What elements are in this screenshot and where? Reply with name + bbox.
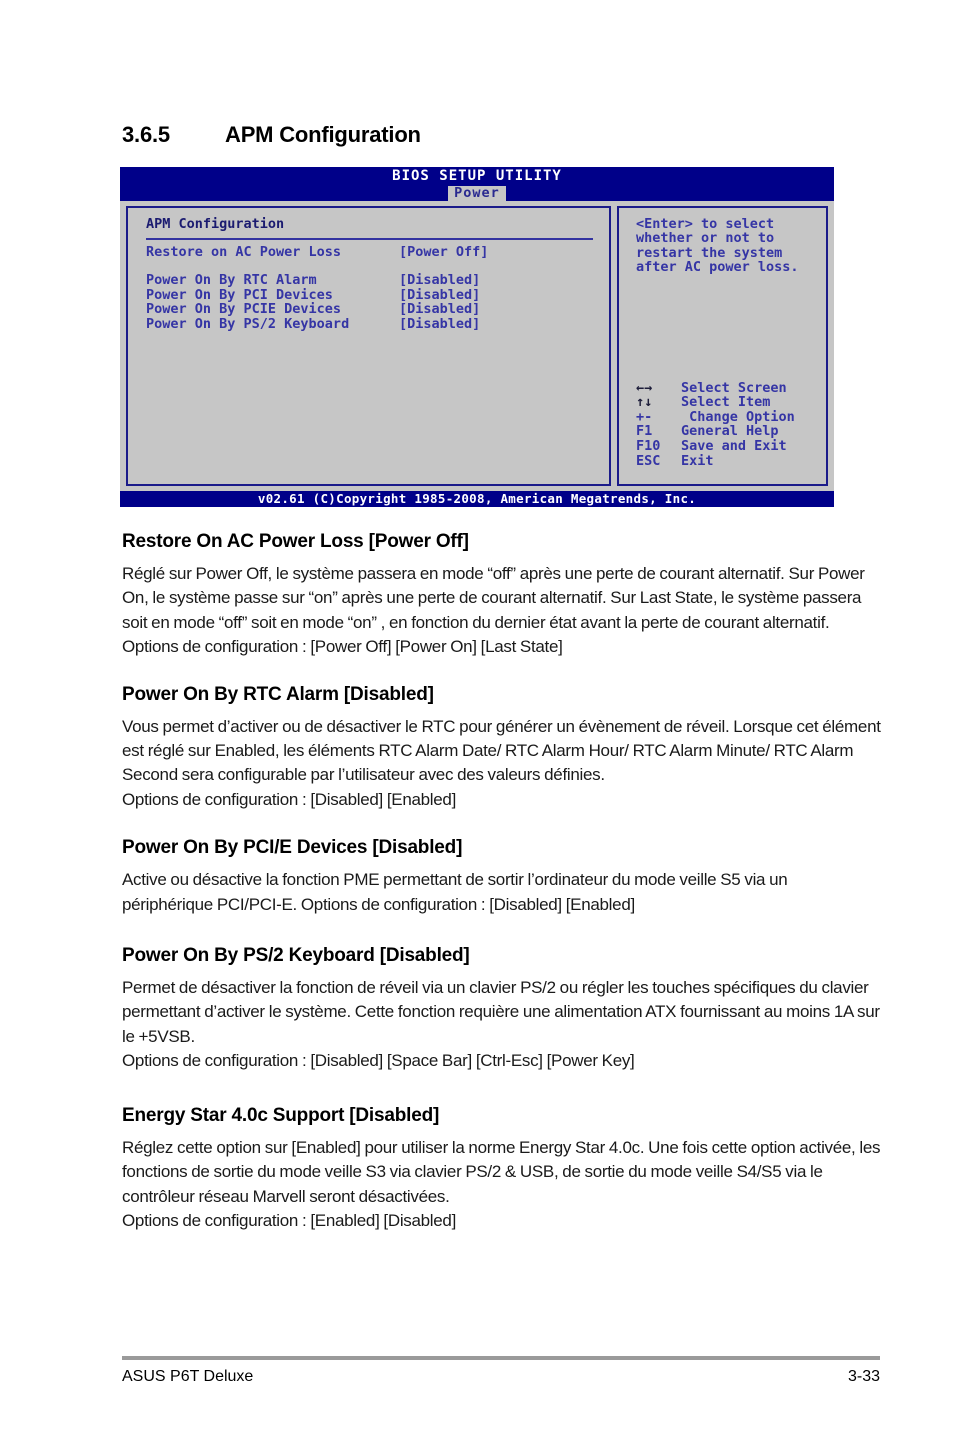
section-title: APM Configuration xyxy=(225,122,421,147)
bios-copyright-text: v02.61 (C)Copyright 1985-2008, American Megatrends, Inc. xyxy=(257,491,697,506)
bios-option-value: [Disabled] xyxy=(399,301,481,318)
left-right-arrows-icon: ←→ xyxy=(636,379,653,396)
legend-row xyxy=(636,395,820,410)
plus-minus-keys: +- xyxy=(636,408,653,425)
section-options: Options de configuration : [Disabled] [Space Bar] [Ctrl-Esc] [Power Key] xyxy=(122,1051,635,1071)
bios-option-label: Power On By RTC Alarm xyxy=(146,272,317,289)
section-heading: Energy Star 4.0c Support [Disabled] xyxy=(122,1104,440,1126)
legend-row xyxy=(636,410,820,425)
bios-option-label: Power On By PCIE Devices xyxy=(146,301,342,318)
bios-option-row xyxy=(146,317,595,331)
bios-help-text: restart the system xyxy=(636,244,783,261)
section-restore-ac-power-loss xyxy=(122,531,882,660)
section-heading: Power On By RTC Alarm [Disabled] xyxy=(122,683,434,705)
section-power-on-ps2-keyboard xyxy=(122,945,882,1074)
bios-title-divider xyxy=(146,238,593,240)
bios-help-text: <Enter> to select xyxy=(636,216,775,232)
bios-title: BIOS SETUP UTILITY xyxy=(392,168,562,184)
bios-option-row xyxy=(146,288,595,302)
footer-divider xyxy=(122,1356,880,1360)
footer-product-name: ASUS P6T Deluxe xyxy=(122,1368,254,1385)
esc-key: ESC xyxy=(636,452,661,469)
bios-option-value: [Disabled] xyxy=(399,315,481,332)
section-power-on-pcie-devices xyxy=(122,837,882,917)
bios-tab-power: Power xyxy=(448,186,506,202)
legend-row xyxy=(636,381,820,396)
bios-screenshot xyxy=(120,167,834,507)
legend-action: General Help xyxy=(681,423,779,440)
section-number: 3.6.5 xyxy=(122,122,170,147)
bios-option-value: [Disabled] xyxy=(399,286,481,303)
bios-option-row xyxy=(146,245,595,259)
legend-row xyxy=(636,439,820,454)
legend-row xyxy=(636,424,820,439)
bios-help-text: whether or not to xyxy=(636,230,775,247)
legend-row xyxy=(636,454,820,469)
section-options: Options de configuration : [Power Off] [Power On] [Last State] xyxy=(122,637,563,657)
section-body: Réglez cette option sur [Enabled] pour utiliser la norme Energy Star 4.0c. Une fois cette option activée, les fonctions de sortie du mode veille S3 via clavier PS/2 & USB, de sortie du mode veille S4/S5 via le contrôleur réseau Marvell seront désactivées. xyxy=(122,1137,881,1206)
legend-action: Change Option xyxy=(681,408,795,425)
bios-panel-title: APM Configuration xyxy=(146,216,285,232)
section-body: Vous permet d’activer ou de désactiver le RTC pour générer un évènement de réveil. Lorsque cet élément est réglé sur Enabled, les éléments RTC Alarm Date/ RTC Alarm Hour/ RTC Alarm Minute/ RTC Alarm Second sera configurable par l’utilisateur avec des valeurs définies. xyxy=(122,716,881,785)
section-body: Active ou désactive la fonction PME permettant de sortir l’ordinateur du mode veille S5 via un périphérique PCI/PCI-E. Options de configuration : [Disabled] [Enabled] xyxy=(122,870,788,914)
bios-option-value: [Power Off] xyxy=(399,244,489,260)
bios-main-area xyxy=(120,201,834,491)
legend-action: Select Item xyxy=(681,394,771,411)
f1-key: F1 xyxy=(636,423,653,440)
section-options: Options de configuration : [Disabled] [Enabled] xyxy=(122,789,457,809)
legend-action: Save and Exit xyxy=(681,438,787,454)
section-body: Réglé sur Power Off, le système passera en mode “off” après une perte de courant alternatif. Sur Power On, le système passe sur “on” après une perte de courant alternatif. Sur Last State, le système passera soit en mode “off” soit en mode “on” , en fonction du dernier état avant la perte de courant alternatif. xyxy=(122,564,865,632)
bios-help-panel xyxy=(617,206,828,486)
page-title xyxy=(122,122,884,148)
bios-option-row xyxy=(146,302,595,316)
bios-key-legend xyxy=(636,381,820,469)
bios-option-label: Power On By PS/2 Keyboard xyxy=(146,315,350,332)
f10-key: F10 xyxy=(636,438,661,454)
section-power-on-rtc-alarm xyxy=(122,684,882,813)
footer-page-number: 3-33 xyxy=(847,1368,880,1385)
section-body: Permet de désactiver la fonction de réveil via un clavier PS/2 ou régler les touches spécifiques du clavier permettant d’activer le système. Cette fonction requière une alimentation ATX fournissant au moins 1A sur le +5VSB. xyxy=(122,978,880,1046)
bios-option-label: Restore on AC Power Loss xyxy=(146,244,342,260)
bios-option-row xyxy=(146,273,595,287)
legend-action: Select Screen xyxy=(681,379,787,396)
section-options: Options de configuration : [Enabled] [Disabled] xyxy=(122,1210,457,1230)
up-down-arrows-icon: ↑↓ xyxy=(636,394,653,411)
bios-option-value: [Disabled] xyxy=(399,272,481,289)
legend-action: Exit xyxy=(681,452,714,469)
bios-menu-bar xyxy=(120,185,834,201)
section-heading: Power On By PS/2 Keyboard [Disabled] xyxy=(122,945,470,967)
bios-options-panel xyxy=(126,206,611,486)
section-energy-star-support xyxy=(122,1105,882,1234)
bios-option-label: Power On By PCI Devices xyxy=(146,286,333,303)
bios-help-text: after AC power loss. xyxy=(636,259,799,276)
page-footer xyxy=(122,1356,880,1386)
section-heading: Restore On AC Power Loss [Power Off] xyxy=(122,531,469,552)
section-heading: Power On By PCI/E Devices [Disabled] xyxy=(122,837,463,859)
